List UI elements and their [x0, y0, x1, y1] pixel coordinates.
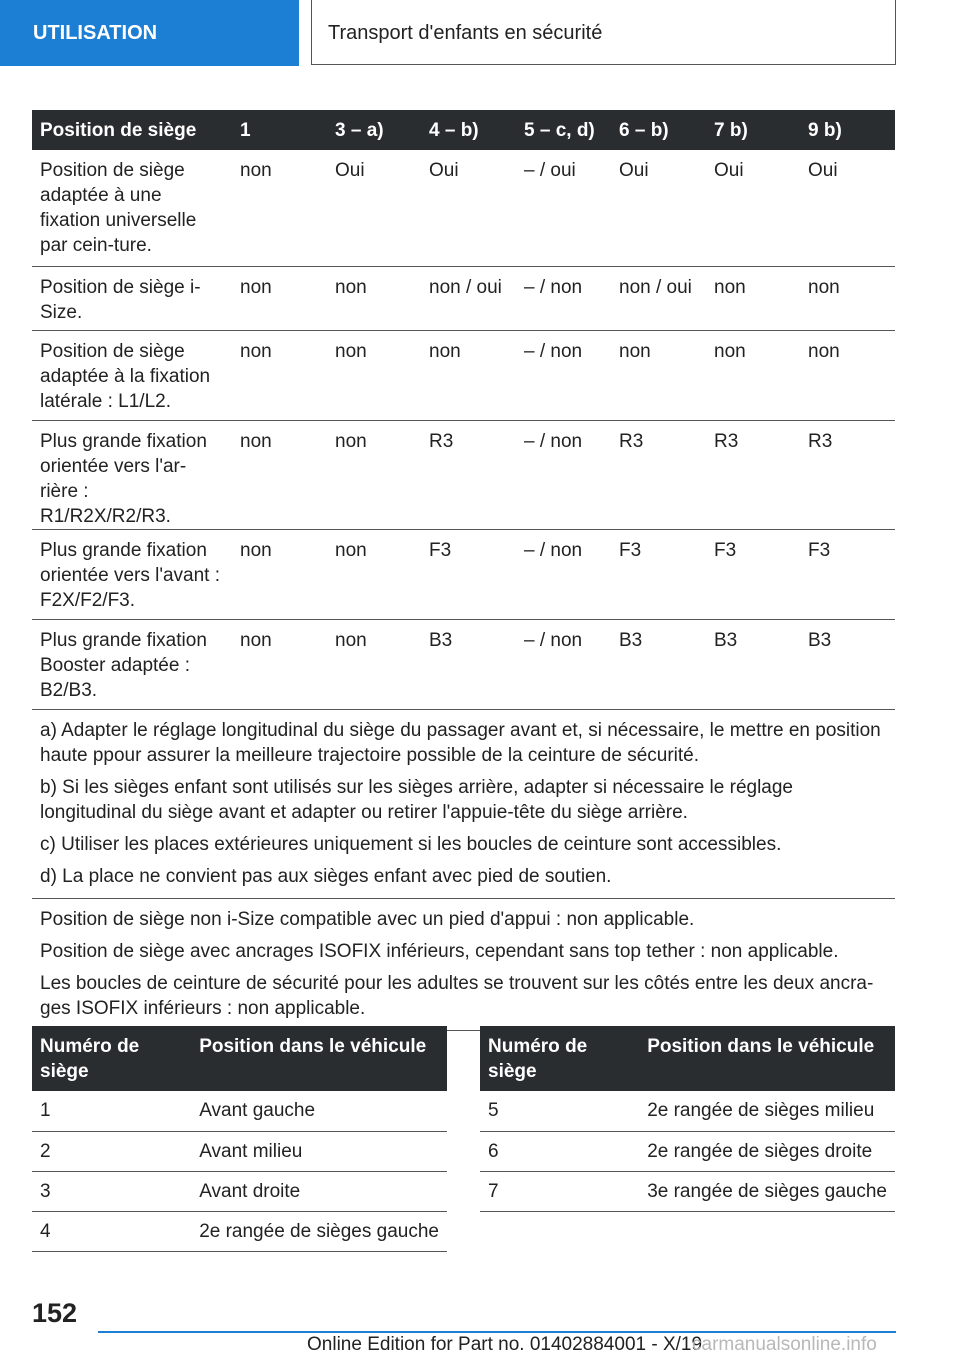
table-row: [32, 266, 895, 330]
table-cell: F3: [421, 529, 516, 619]
row-label: Position de siège adaptée à la fixation latérale : L1/L2.: [32, 330, 232, 420]
column-header: Numéro de siège: [32, 1026, 191, 1091]
table-row: [32, 420, 895, 529]
table-cell: F3: [706, 529, 800, 619]
table-header-row: [32, 110, 895, 150]
table-cell: non: [800, 266, 895, 330]
seat-position: 2e rangée de sièges gauche: [191, 1211, 447, 1251]
table-cell: F3: [611, 529, 706, 619]
table-row: [32, 150, 895, 266]
column-header: Position dans le véhicule: [639, 1026, 895, 1091]
seat-number: 1: [32, 1091, 191, 1131]
seat-position: Avant milieu: [191, 1131, 447, 1171]
seat-position: Avant droite: [191, 1171, 447, 1211]
table-cell: Oui: [327, 150, 421, 266]
table-cell: F3: [800, 529, 895, 619]
table-cell: non: [706, 330, 800, 420]
table-cell: – / non: [516, 330, 611, 420]
column-header: 9 b): [800, 110, 895, 150]
table-cell: non: [232, 150, 327, 266]
table-cell: R3: [611, 420, 706, 529]
table-cell: – / oui: [516, 150, 611, 266]
table-row: [480, 1091, 895, 1131]
table-cell: non: [327, 420, 421, 529]
table-cell: non: [800, 330, 895, 420]
table-cell: non: [327, 619, 421, 709]
seat-number: 7: [480, 1171, 639, 1211]
seat-number-table-right: [480, 1026, 895, 1212]
table-cell: – / non: [516, 266, 611, 330]
table-cell: non: [611, 330, 706, 420]
table-cell: non: [232, 420, 327, 529]
table-cell: non: [232, 529, 327, 619]
note: Position de siège non i-Size compatible avec un pied d'appui : non applicable.: [40, 908, 695, 930]
column-header: Position dans le véhicule: [191, 1026, 447, 1091]
table-row: [32, 1211, 447, 1251]
footnotes-row: [32, 709, 895, 898]
note: Les boucles de ceinture de sécurité pour les adultes se trouvent sur les côtés entre les deux ancra-ges ISOFIX inférieurs : non applicable.: [40, 972, 874, 1019]
table-cell: – / non: [516, 420, 611, 529]
footnote: a) Adapter le réglage longitudinal du siège du passager avant et, si nécessaire, le mettre en position haute ppour assurer la meilleure trajectoire possible de la ceinture de sécurité.: [40, 719, 881, 766]
table-cell: Oui: [706, 150, 800, 266]
table-cell: non / oui: [421, 266, 516, 330]
column-header: 3 – a): [327, 110, 421, 150]
row-label: Position de siège adaptée à une fixation universelle par cein-ture.: [32, 150, 232, 266]
page-number: 152: [32, 1298, 78, 1328]
column-header: 5 – c, d): [516, 110, 611, 150]
seat-position: Avant gauche: [191, 1091, 447, 1131]
seat-compatibility-table: [32, 110, 895, 1031]
table-row: [32, 1091, 447, 1131]
seat-number: 6: [480, 1131, 639, 1171]
column-header: 6 – b): [611, 110, 706, 150]
table-cell: Oui: [611, 150, 706, 266]
row-label: Position de siège i-Size.: [32, 266, 232, 330]
table-header-row: [32, 1026, 447, 1091]
row-label: Plus grande fixation orientée vers l'ar-rière : R1/R2X/R2/R3.: [32, 420, 232, 529]
table-cell: non: [232, 266, 327, 330]
seat-number: 5: [480, 1091, 639, 1131]
notes-cell: [32, 898, 895, 1030]
table-cell: non / oui: [611, 266, 706, 330]
table-cell: non: [232, 330, 327, 420]
chapter-title: Transport d'enfants en sécurité: [311, 0, 896, 65]
table-cell: non: [327, 529, 421, 619]
table-header-row: [480, 1026, 895, 1091]
table-cell: R3: [706, 420, 800, 529]
table-cell: non: [421, 330, 516, 420]
footnote: d) La place ne convient pas aux sièges enfant avec pied de soutien.: [40, 865, 612, 887]
watermark: carmanualsonline.info: [692, 1334, 877, 1355]
column-header: 4 – b): [421, 110, 516, 150]
table-cell: – / non: [516, 529, 611, 619]
row-label: Plus grande fixation Booster adaptée : B2/B3.: [32, 619, 232, 709]
table-cell: R3: [421, 420, 516, 529]
seat-number: 4: [32, 1211, 191, 1251]
table-cell: B3: [800, 619, 895, 709]
table-cell: B3: [421, 619, 516, 709]
page-header: [0, 0, 960, 66]
table-cell: B3: [706, 619, 800, 709]
table-cell: non: [327, 330, 421, 420]
column-header: Numéro de siège: [480, 1026, 639, 1091]
table-row: [32, 330, 895, 420]
table-cell: – / non: [516, 619, 611, 709]
table-row: [480, 1171, 895, 1211]
table-cell: Oui: [421, 150, 516, 266]
row-label: Plus grande fixation orientée vers l'avant : F2X/F2/F3.: [32, 529, 232, 619]
column-header: 1: [232, 110, 327, 150]
table-cell: Oui: [800, 150, 895, 266]
seat-number: 3: [32, 1171, 191, 1211]
table-row: [32, 529, 895, 619]
table-cell: R3: [800, 420, 895, 529]
table-row: [32, 1131, 447, 1171]
table-row: [32, 619, 895, 709]
seat-number-table-left: [32, 1026, 447, 1252]
table-cell: non: [706, 266, 800, 330]
section-tab[interactable]: UTILISATION: [0, 0, 299, 66]
table-cell: non: [327, 266, 421, 330]
table-cell: non: [232, 619, 327, 709]
footnote: b) Si les sièges enfant sont utilisés sur les sièges arrière, adapter si nécessaire le réglage longitudinal du siège avant et adapter ou retirer l'appuie-tête du siège arrière.: [40, 776, 793, 823]
footnotes-cell: [32, 709, 895, 898]
footnote: c) Utiliser les places extérieures uniquement si les boucles de ceinture sont accessibles.: [40, 833, 782, 855]
edition-text: Online Edition for Part no. 01402884001 - X/19: [307, 1334, 703, 1355]
seat-position: 2e rangée de sièges milieu: [639, 1091, 895, 1131]
table-row: [480, 1131, 895, 1171]
column-header: Position de siège: [32, 110, 232, 150]
seat-position: 2e rangée de sièges droite: [639, 1131, 895, 1171]
column-header: 7 b): [706, 110, 800, 150]
seat-number: 2: [32, 1131, 191, 1171]
note: Position de siège avec ancrages ISOFIX inférieurs, cependant sans top tether : non applicable.: [40, 940, 839, 962]
seat-position: 3e rangée de sièges gauche: [639, 1171, 895, 1211]
notes-row: [32, 898, 895, 1030]
footer-divider: [98, 1331, 896, 1333]
table-row: [32, 1171, 447, 1211]
table-cell: B3: [611, 619, 706, 709]
